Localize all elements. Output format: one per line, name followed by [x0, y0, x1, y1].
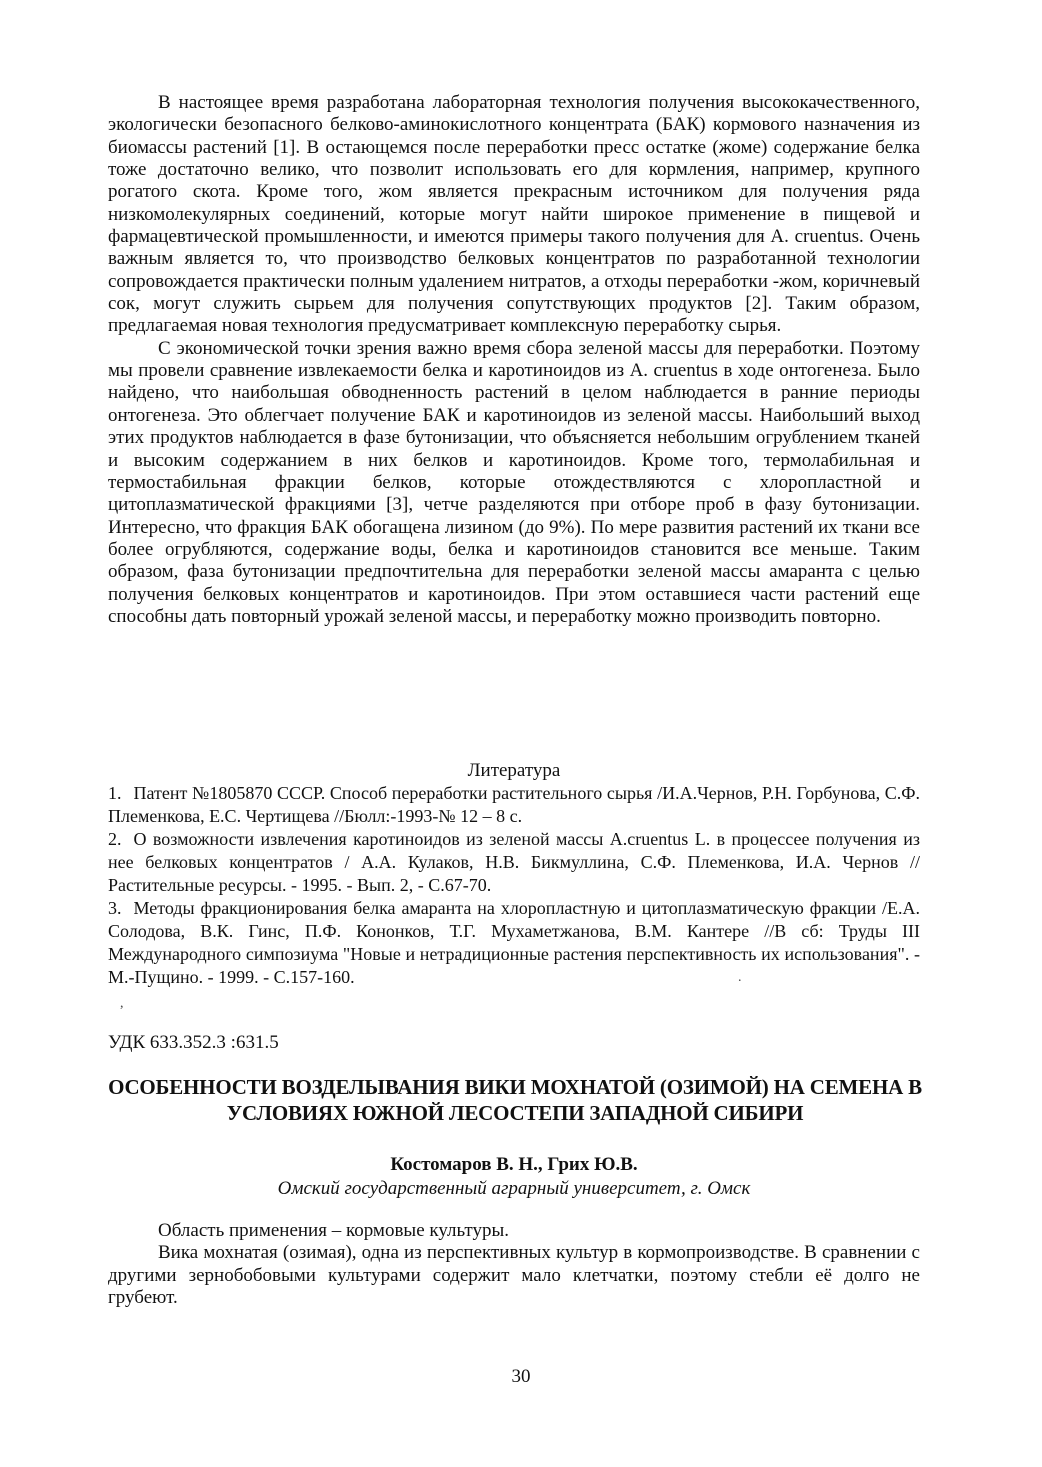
reference-number: 3.	[108, 898, 122, 918]
article-affiliation: Омский государственный аграрный университет, г. Омск	[277, 1178, 751, 1199]
scan-speck: ,	[120, 996, 124, 1011]
references-section	[108, 760, 920, 989]
reference-item	[108, 828, 920, 897]
intro-paragraph-2: Вика мохнатая (озимая), одна из перспективных культур в кормопроизводстве. В сравнении с другими зернобобовыми культурами содержит мало клетчатки, поэтому стебли её долго не грубеют.	[108, 1242, 920, 1309]
reference-text: Методы фракционирования белка амаранта на хлоропластную и цитоплазматическую фракции /Е.А. Солодова, В.К. Гинс, П.Ф. Кононков, Т.Г. Мухаметжанова, В.М. Кантере //В сб: Труды III Международного симпозиума "Новые и нетрадиционные растения перспективность их использования". - М.-Пущино. - 1999. - С.157-160.	[108, 898, 920, 987]
scan-speck: .	[738, 970, 742, 985]
references-list	[108, 782, 920, 989]
reference-number: 1.	[108, 783, 122, 803]
paragraph-2: С экономической точки зрения важно время сбора зеленой массы для переработки. Поэтому мы провели сравнение извлекаемости белка и каротиноидов из A. cruentus в ходе онтогенеза. Было найдено, что наибольшая обводненность растений в целом наблюдается в ранние периоды онтогенеза. Это облегчает получение БАК и каротиноидов из зеленой массы. Наибольший выход этих продуктов наблюдается в фазе бутонизации, что объясняется небольшим огрублением тканей и высоким содержанием в них белков и каротиноидов. Кроме того, термолабильная и термостабильная фракции белков, которые отождествляются с хлоропластной и цитоплазматической фракциями [3], четче разделяются при отборе проб в фазу бутонизации. Интересно, что фракция БАК обогащена лизином (до 9%). По мере развития растений их ткани все более огрубляются, содержание воды, белка и каротиноидов становится все меньше. Таким образом, фаза бутонизации предпочтительна для переработки зеленой массы амаранта с целью получения белковых концентратов и каротиноидов. При этом оставшиеся части растений еще способны дать повторный урожай зеленой массы, и переработку можно производить повторно.	[108, 337, 920, 627]
paragraph-1: В настоящее время разработана лабораторная технология получения высококачественного, экологически безопасного белково-аминокислотного концентрата (БАК) кормового назначения из биомассы растений [1]. В остающемся после переработки пресс остатке (жоме) содержание белка тоже достаточно велико, что позволит использовать его для кормления, например, крупного рогатого скота. Кроме того, жом является прекрасным источником для получения ряда низкомолекулярных соединений, которые могут найти широкое применение в пищевой и фармацевтической промышленности, и имеются примеры такого получения для A. cruentus. Очень важным является то, что производство белковых концентратов по разработанной технологии сопровождается практически полным удалением нитратов, а отходы переработки -жом, коричневый сок, могут служить сырьем для получения сопутствующих продуктов [2]. Таким образом, предлагаемая новая технология предусматривает комплексную переработку сырья.	[108, 92, 920, 337]
reference-text: Патент №1805870 СССР. Способ переработки растительного сырья /И.А.Чернов, Р.Н. Горбунова, С.Ф. Племенкова, Е.С. Чертищева //Бюлл:-1993-№ 12 – 8 с.	[108, 783, 920, 826]
reference-item	[108, 782, 920, 828]
reference-number: 2.	[108, 829, 122, 849]
reference-text: О возможности извлечения каротиноидов из зеленой массы A.cruentus L. в процессее получения из нее белковых концентратов / А.А. Кулаков, Н.В. Бикмуллина, С.Ф. Племенкова, И.А. Чернов //Растительные ресурсы. - 1995. - Вып. 2, - С.67-70.	[108, 829, 920, 895]
page-number: 30	[511, 1366, 531, 1387]
reference-item	[108, 897, 920, 989]
article-title: ОСОБЕННОСТИ ВОЗДЕЛЫВАНИЯ ВИКИ МОХНАТОЙ (ОЗИМОЙ) НА СЕМЕНА В УСЛОВИЯХ ЮЖНОЙ ЛЕСОСТЕПИ ЗАПАДНОЙ СИБИРИ	[108, 1075, 922, 1125]
article-authors: Костомаров В. Н., Грих Ю.В.	[390, 1154, 638, 1175]
intro-paragraph-1: Область применения – кормовые культуры.	[158, 1220, 509, 1241]
article-intro	[108, 1220, 920, 1309]
main-text	[108, 92, 920, 628]
udk-code: УДК 633.352.3 :631.5	[108, 1032, 279, 1053]
references-heading: Литература	[467, 760, 561, 781]
